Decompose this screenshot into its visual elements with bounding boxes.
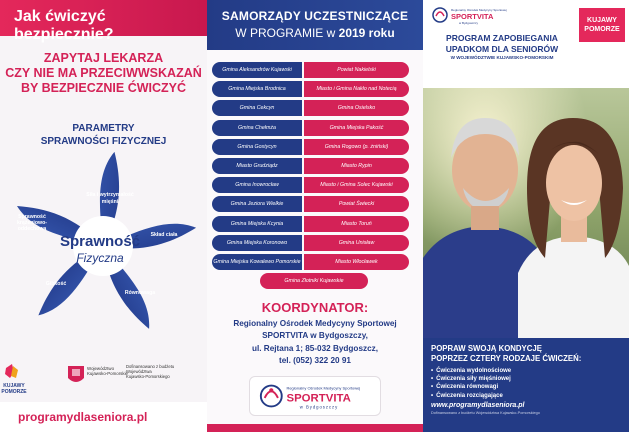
seniors-photo [423,88,629,338]
exercise-heading [431,344,621,364]
badge-line: POMORZE [584,26,620,33]
municipality-row [212,196,418,212]
address-line: ul. Rejtana 1; 85-032 Bydgoszcz, [251,343,379,353]
exercise-list [431,367,621,401]
petal-label-body: Skład ciała [150,232,178,238]
warning-line: ZAPYTAJ LEKARZA [43,51,164,65]
panel-participants [207,0,423,432]
heading-line: POPRAW SWOJĄ KONDYCJĘ [431,344,542,353]
petal-label-strength-2: mięśni [101,199,119,205]
small-logo-top: Regionalny Ośrodek Medycyny Sportowej [451,8,507,12]
petal-label-cardio: Sprawność [18,214,46,220]
params-line: SPRAWNOŚCI FIZYCZNEJ [40,136,167,147]
participants-header [207,0,423,50]
logo-top-text: Regionalny Ośrodek Medycyny Sportowej [286,385,361,391]
municipality-row [212,81,418,97]
municipality-left: Gmina Miejska Brodnica [212,81,302,97]
kp-logo-line: POMORZE [1,389,27,395]
municipality-list [212,62,418,292]
sportvita-emblem-icon [261,386,282,407]
sponsor-logos [0,360,207,400]
phone-line: tel. (052) 322 20 91 [279,356,351,366]
exercise-item: • Ćwiczenia rozciągające [431,392,621,400]
kujawy-pomorze-badge [579,8,625,42]
doctor-warning [0,51,207,96]
voivodeship-crest-icon [68,366,84,382]
municipality-right: Powiat Nakielski [304,62,409,78]
municipality-row [212,120,418,136]
flower-center-title: Sprawność [59,233,141,250]
petal-label-strength: Siła i wytrzymałość [86,192,134,198]
program-title [423,33,581,54]
program-subtitle: W WOJEWÓDZTWIE KUJAWSKO-POMORSKIM [450,55,554,60]
panel-safety [0,0,207,432]
municipality-row [212,235,418,251]
panel-program [423,0,629,432]
municipality-right: Gmina Miejska Pakość [304,120,409,136]
petal-label-balance: Równowaga [124,290,156,296]
petal-label-flexibility: Gibkość [45,281,67,287]
municipality-left: Gmina Aleksandrów Kujawski [212,62,302,78]
funding-line: Kujawsko-Pomorskiego [126,374,170,379]
fitness-parameters-title [0,122,207,148]
sportvita-logo [249,376,381,416]
municipality-right: Miasto i Gmina Nakło nad Notecią [304,81,409,97]
small-logo-brand: SPORTVITA [451,12,494,21]
exercise-item: • Ćwiczenia siły mięśniowej [431,375,621,383]
title-line: PROGRAM ZAPOBIEGANIA [446,33,558,43]
warning-line: BY BEZPIECZNIE ĆWICZYĆ [20,81,187,95]
funding-line: Dofinansowano z budżetu [126,364,175,369]
municipality-row [212,216,418,232]
municipality-left: Gmina Inowrocław [212,177,302,193]
municipality-row [212,254,418,270]
municipality-left: Miasto Grudziądz [212,158,302,174]
municipality-left: Gmina Jeziora Wielkie [212,196,302,212]
logo-city: w Bydgoszczy [299,404,339,410]
municipality-left: Gmina Chełmża [212,120,302,136]
municipality-right: Miasto Rypin [304,158,409,174]
address-line: Regionalny Ośrodek Medycyny Sportowej [233,319,397,328]
participants-title: SAMORZĄDY UCZESTNICZĄCE [221,9,409,23]
program-header-area [423,0,629,88]
municipality-row [212,177,418,193]
municipality-row-last [212,273,418,289]
municipality-right: Miasto Toruń [304,216,409,232]
municipality-row [212,139,418,155]
petal-label-cardio-3: oddechowa [17,226,47,232]
petal-label-cardio-2: krążeniowo- [17,220,47,226]
heading-line: POPRZEZ CZTERY RODZAJE ĆWICZEŃ: [431,353,582,363]
program-website-link[interactable]: www.programydlaseniora.pl [431,402,525,410]
municipality-left: Gmina Cekcyn [212,100,302,116]
municipality-left: Gmina Miejska Kowalewo Pomorskie [212,254,302,270]
municipality-single: Gmina Złotniki Kujawskie [260,273,368,289]
small-logo-city: w Bydgoszczy [459,21,479,25]
municipality-row [212,100,418,116]
bottom-accent-bar [207,424,423,432]
website-footer[interactable]: programydlaseniora.pl [0,402,207,432]
safety-header: Jak ćwiczyć bezpiecznie? [0,0,207,36]
params-line: PARAMETRY [72,123,135,134]
municipality-right: Powiat Świecki [304,196,409,212]
exercise-info-box [423,338,629,432]
kujawy-pomorze-logo [1,364,27,395]
logo-brand: SPORTVITA [286,392,351,405]
coordinator-heading: KOORDYNATOR: [261,300,369,315]
municipality-left: Gmina Miejska Koronowo [212,235,302,251]
sportvita-emblem-icon [433,8,447,22]
badge-line: KUJAWY [587,17,617,24]
subtitle-text: W PROGRAMIE w [235,26,336,40]
subtitle-year: 2019 roku [338,26,395,40]
funding-line: Województwa [126,369,152,374]
municipality-right: Miasto Włocławek [304,254,409,270]
woman-figure [518,118,629,338]
municipality-left: Gmina Gostycyn [212,139,302,155]
municipality-left: Gmina Miejska Kcynia [212,216,302,232]
address-line: SPORTVITA w Bydgoszczy, [262,331,368,341]
voivodeship-line: Kujawsko-Pomorskie [87,371,128,376]
municipality-right: Gmina Rogowo (p. żniński) [304,139,409,155]
municipality-right: Miasto i Gmina Solec Kujawski [304,177,409,193]
flower-center-subtitle: Fizyczna [76,251,124,265]
municipality-right: Gmina Unisław [304,235,409,251]
municipality-row [212,158,418,174]
funding-note: Dofinansowano z budżetu Województwa Kujawsko-Pomorskiego [431,411,540,416]
municipality-row [212,62,418,78]
municipality-right: Gmina Osielsko [304,100,409,116]
title-line: UPADKOM DLA SENIORÓW [445,43,559,54]
exercise-item: • Ćwiczenia wydolnościowe [431,367,621,375]
voivodeship-line: Województwo [87,366,115,371]
exercise-item: • Ćwiczenia równowagi [431,383,621,391]
coordinator-address [207,318,423,368]
sportvita-small-logo [431,4,521,26]
kp-logo-line: KUJAWY [3,383,25,389]
warning-line: CZY NIE MA PRZECIWWSKAZAŃ [5,66,202,80]
sportvita-logo-graphic [250,377,380,415]
participants-subtitle [207,23,423,40]
